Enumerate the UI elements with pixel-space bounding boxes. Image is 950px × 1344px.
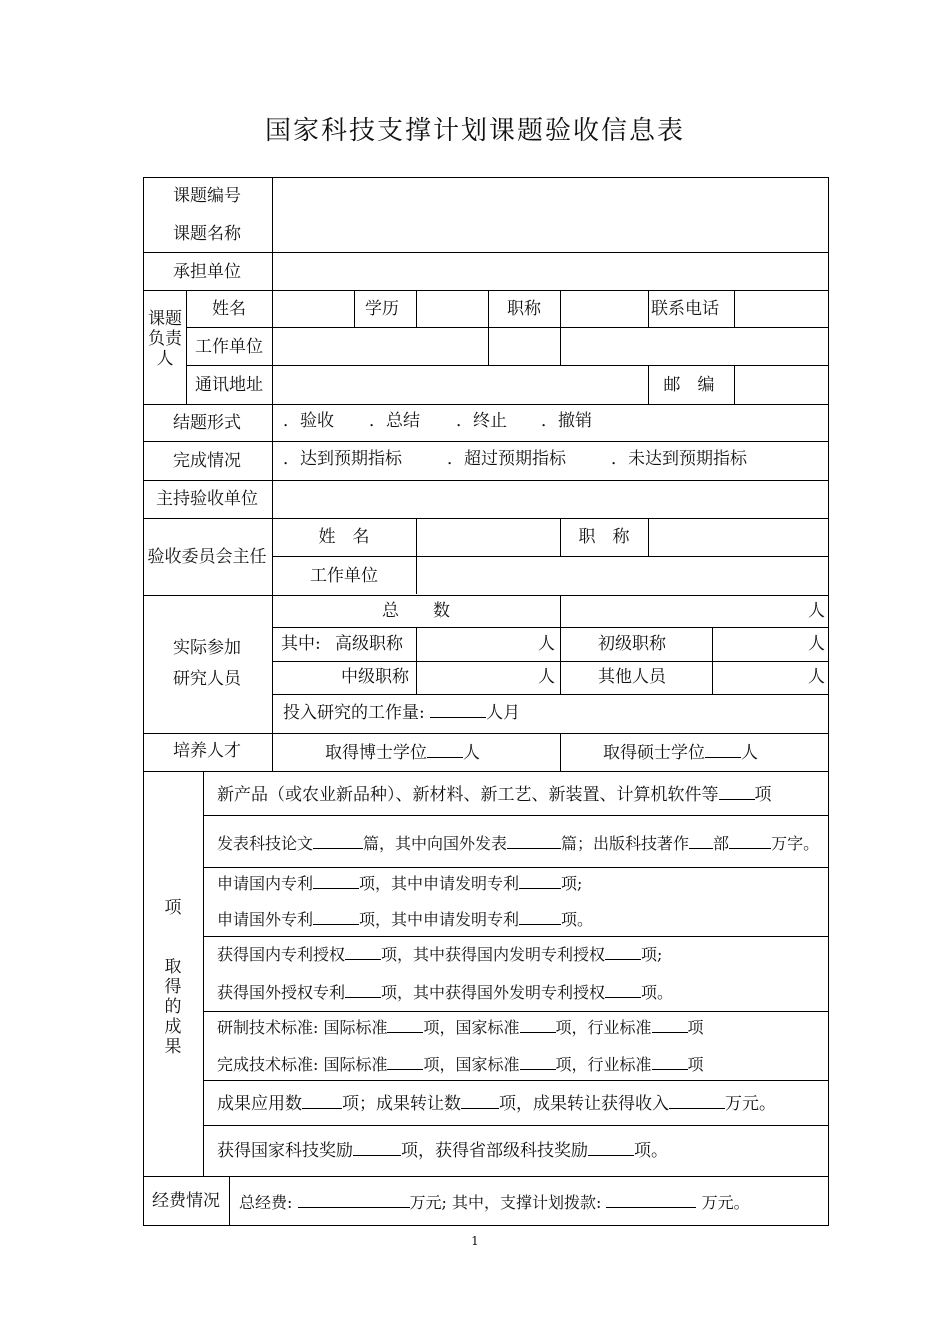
label-closure-form: 结题形式	[173, 413, 241, 433]
label-project-name: 课题名称	[173, 224, 241, 244]
funding-allocation-blank[interactable]	[606, 1191, 696, 1208]
unit-senior: 人	[538, 634, 555, 654]
label-completion: 完成情况	[173, 451, 241, 471]
label-junior: 初级职称	[598, 634, 666, 654]
label-achievements: 取得的成果	[164, 957, 182, 1057]
master-blank[interactable]	[705, 741, 741, 758]
checkbox-revocation[interactable]: ．撤销	[541, 411, 592, 431]
checkbox-exceeded-targets[interactable]: ．超过预期指标	[447, 449, 566, 469]
label-leader-address: 通讯地址	[195, 375, 263, 395]
label-leader-work-unit: 工作单位	[195, 337, 263, 357]
label-committee-chair: 验收委员会主任	[147, 547, 267, 567]
label-of-which: 其中:	[281, 634, 321, 654]
label-leader-phone: 联系电话	[651, 299, 719, 319]
line-funding: 总经费: 万元; 其中，支撑计划拨款: 万元。	[239, 1193, 750, 1212]
checkbox-acceptance[interactable]: ．验收	[283, 411, 334, 431]
unit-middle: 人	[538, 667, 555, 687]
checkbox-met-targets[interactable]: ．达到预期指标	[283, 449, 402, 469]
line-patent-foreign: 申请国外专利 项，其中申请发明专利 项。	[217, 910, 594, 929]
label-achievements-top: 项	[164, 898, 182, 918]
unit-junior: 人	[808, 634, 825, 654]
checkbox-termination[interactable]: ．终止	[456, 411, 507, 431]
checkbox-not-met-targets[interactable]: ．未达到预期指标	[611, 449, 747, 469]
label-total: 总 数	[382, 601, 450, 621]
workload-blank[interactable]	[430, 701, 486, 718]
label-chair-title: 职 称	[578, 527, 630, 547]
checkbox-summary[interactable]: ．总结	[369, 411, 420, 431]
line-standards-developed: 研制技术标准: 国际标准 项，国家标准 项，行业标准 项	[217, 1018, 704, 1037]
phd-line: 取得博士学位 人	[325, 743, 480, 763]
label-funding: 经费情况	[152, 1191, 220, 1211]
label-chair-work-unit: 工作单位	[310, 566, 378, 586]
line-grant-domestic: 获得国内专利授权 项，其中获得国内发明专利授权 项;	[217, 945, 663, 964]
master-line: 取得硕士学位 人	[603, 743, 758, 763]
info-form	[143, 177, 829, 1226]
line-application: 成果应用数 项；成果转让数 项，成果转让获得收入 万元。	[217, 1094, 776, 1114]
line-standards-completed: 完成技术标准: 国际标准 项，国家标准 项，行业标准 项	[217, 1055, 704, 1074]
label-workload: 投入研究的工作量: 人月	[283, 703, 521, 723]
label-host-unit: 主持验收单位	[156, 489, 258, 509]
unit-other: 人	[808, 667, 825, 687]
label-middle: 中级职称	[341, 667, 409, 687]
label-project-leader: 课题负责人	[148, 309, 182, 369]
page-number: 1	[471, 1234, 479, 1248]
label-leader-name: 姓名	[212, 299, 246, 319]
label-project-code: 课题编号	[173, 186, 241, 206]
line-grant-foreign: 获得国外授权专利 项，其中获得国外发明专利授权 项。	[217, 983, 674, 1002]
label-senior: 高级职称	[335, 634, 403, 654]
label-personnel-2: 研究人员	[173, 669, 241, 689]
label-talent: 培养人才	[173, 741, 241, 761]
label-leader-education: 学历	[365, 299, 399, 319]
line-products: 新产品（或农业新品种）、新材料、新工艺、新装置、计算机软件等 项	[217, 785, 772, 805]
label-leader-postcode: 邮 编	[663, 375, 715, 395]
label-undertaking-unit: 承担单位	[173, 262, 241, 282]
label-chair-name: 姓 名	[318, 527, 370, 547]
phd-blank[interactable]	[427, 741, 463, 758]
label-other: 其他人员	[598, 667, 666, 687]
page-title: 国家科技支撑计划课题验收信息表	[264, 116, 685, 146]
label-personnel-1: 实际参加	[173, 638, 241, 658]
unit-total: 人	[808, 601, 825, 621]
line-papers: 发表科技论文 篇，其中向国外发表 篇；出版科技著作 部 万字。	[217, 834, 820, 853]
label-leader-title: 职称	[507, 299, 541, 319]
funding-total-blank[interactable]	[298, 1191, 410, 1208]
line-patent-domestic: 申请国内专利 项，其中申请发明专利 项;	[217, 874, 583, 893]
line-awards: 获得国家科技奖励 项，获得省部级科技奖励 项。	[217, 1141, 668, 1161]
